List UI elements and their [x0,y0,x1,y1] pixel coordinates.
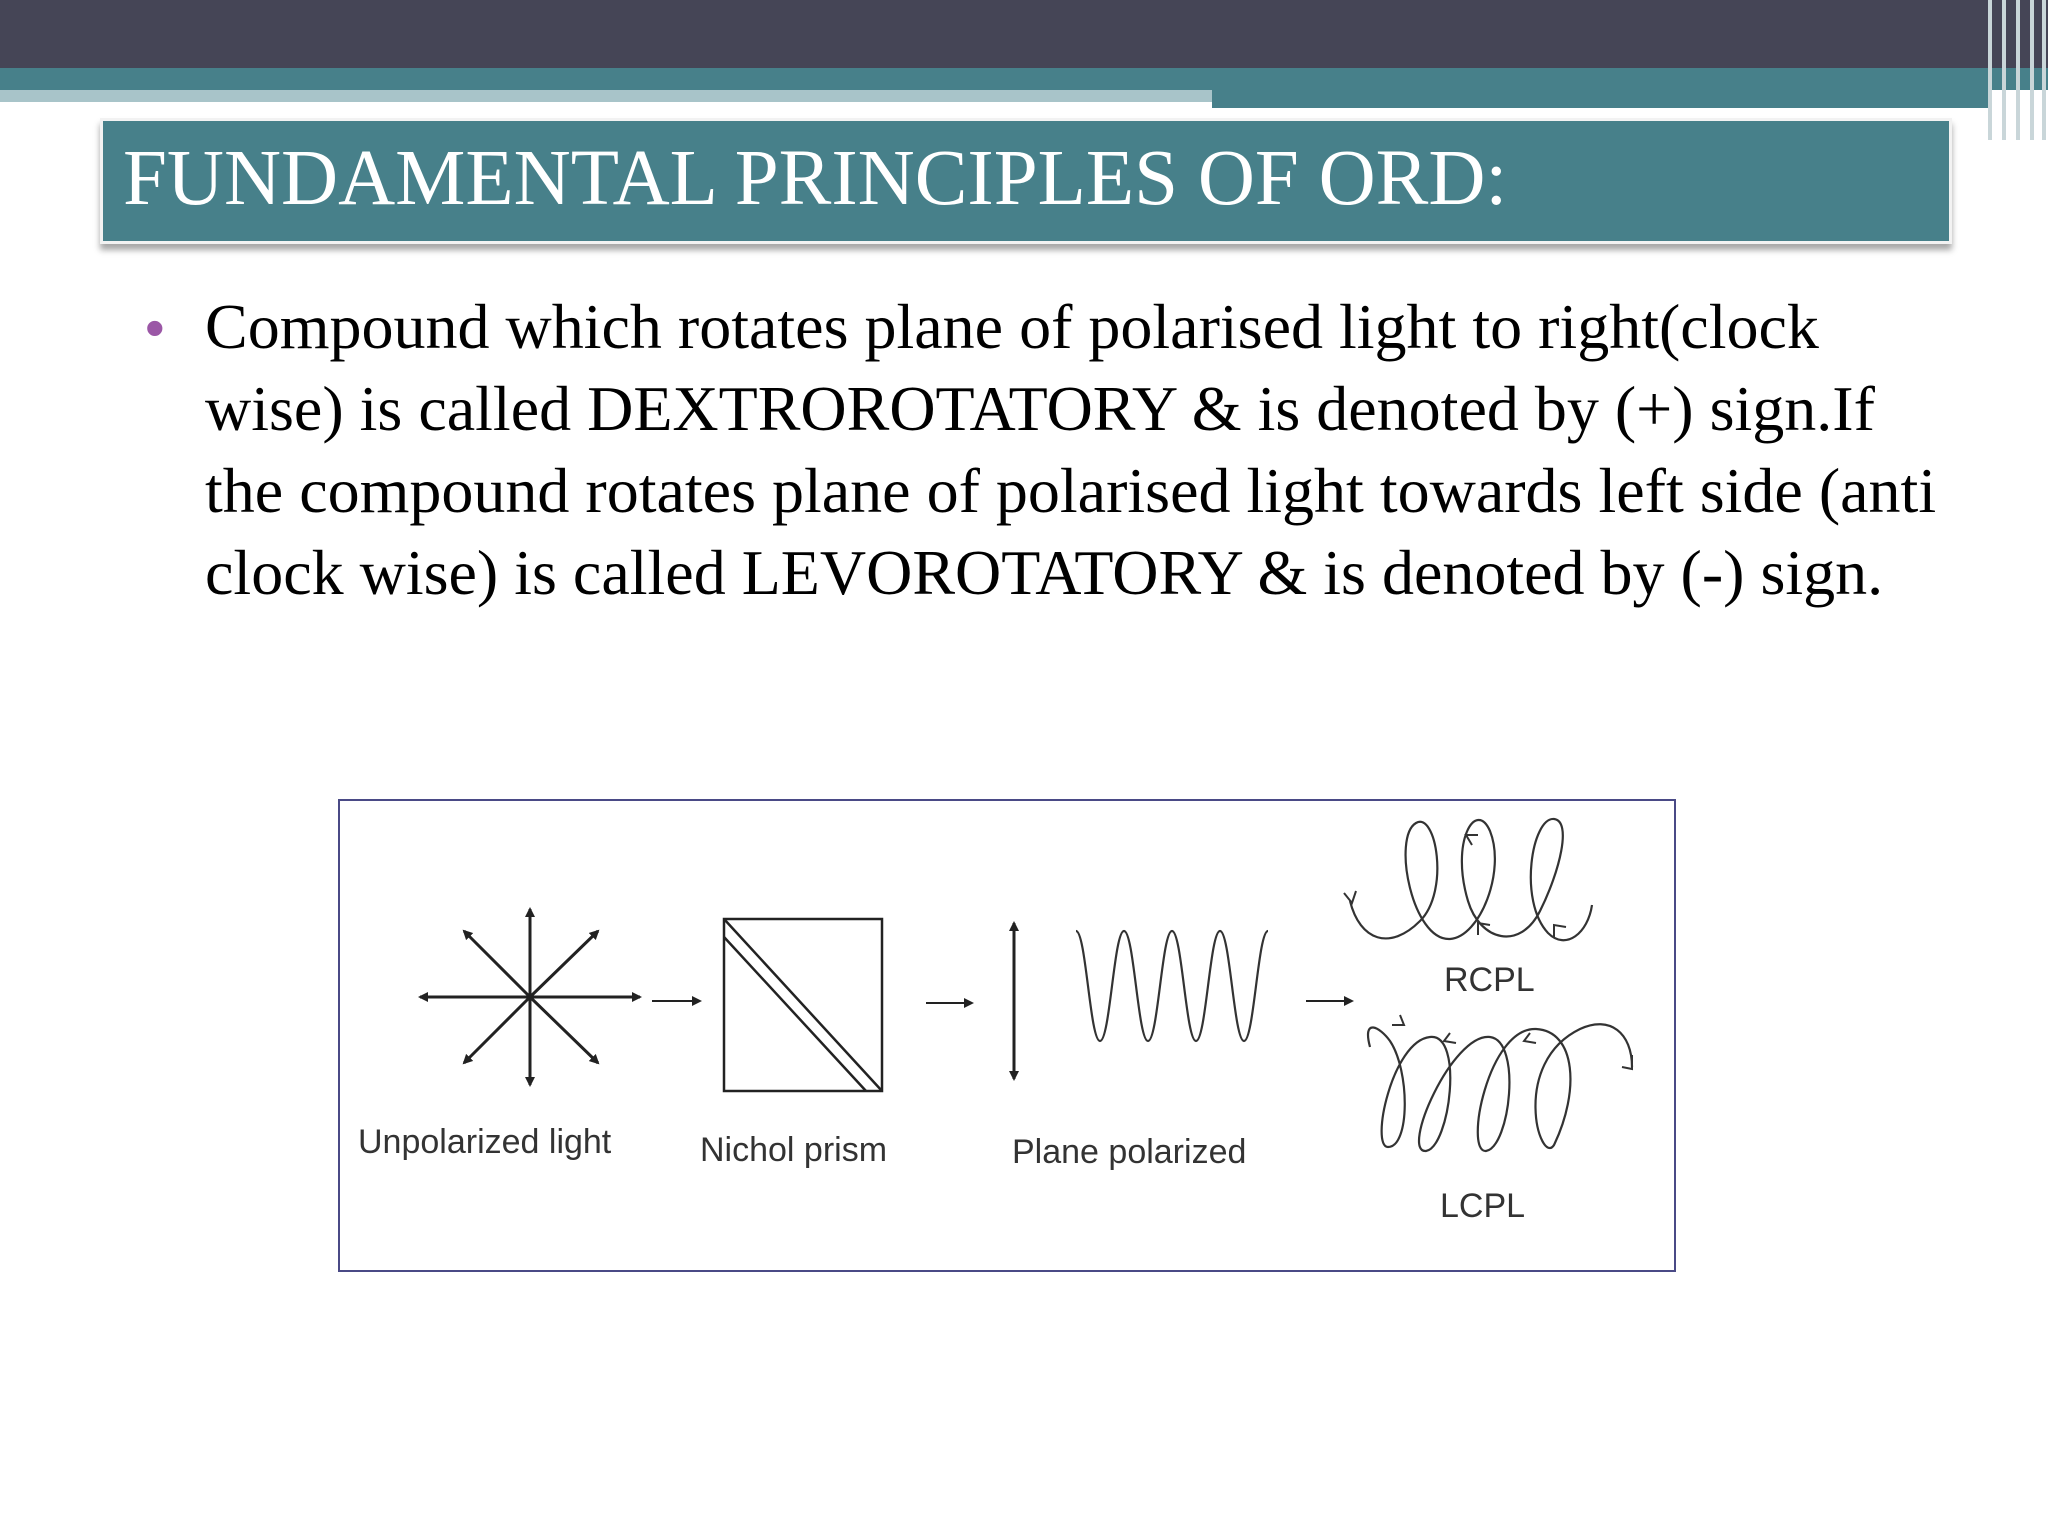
accent-band-right [1212,90,1992,108]
rcpl-helix-icon [1350,819,1592,940]
label-plane-polarized: Plane polarized [1012,1133,1247,1171]
polarization-figure [338,799,1676,1272]
unpolarized-light-icon [420,909,640,1085]
top-bar [0,0,2048,68]
title-box [100,118,1952,244]
label-nichol-prism: Nichol prism [700,1131,888,1169]
corner-stripes [1982,0,2048,140]
slide-title: FUNDAMENTAL PRINCIPLES OF ORD: [123,135,1508,222]
label-lcpl: LCPL [1440,1187,1526,1225]
accent-band-light [0,90,1212,102]
label-unpolarized-light: Unpolarized light [358,1123,612,1161]
label-rcpl: RCPL [1444,961,1535,999]
plane-wave-icon [1076,931,1268,1041]
bullet-marker: • [145,296,165,359]
accent-band [0,68,2048,90]
lcpl-helix-icon [1368,1024,1632,1151]
nichol-prism-icon [724,919,882,1091]
bullet-text: Compound which rotates plane of polarised light to right(clock wise) is called DEXTROROTATORY & is denoted by (+) sign.If the compound rotates plane of polarised light towards left side (anti clock wise) is called LEVOROTATORY & is denoted by (-) sign. [205,291,1937,608]
